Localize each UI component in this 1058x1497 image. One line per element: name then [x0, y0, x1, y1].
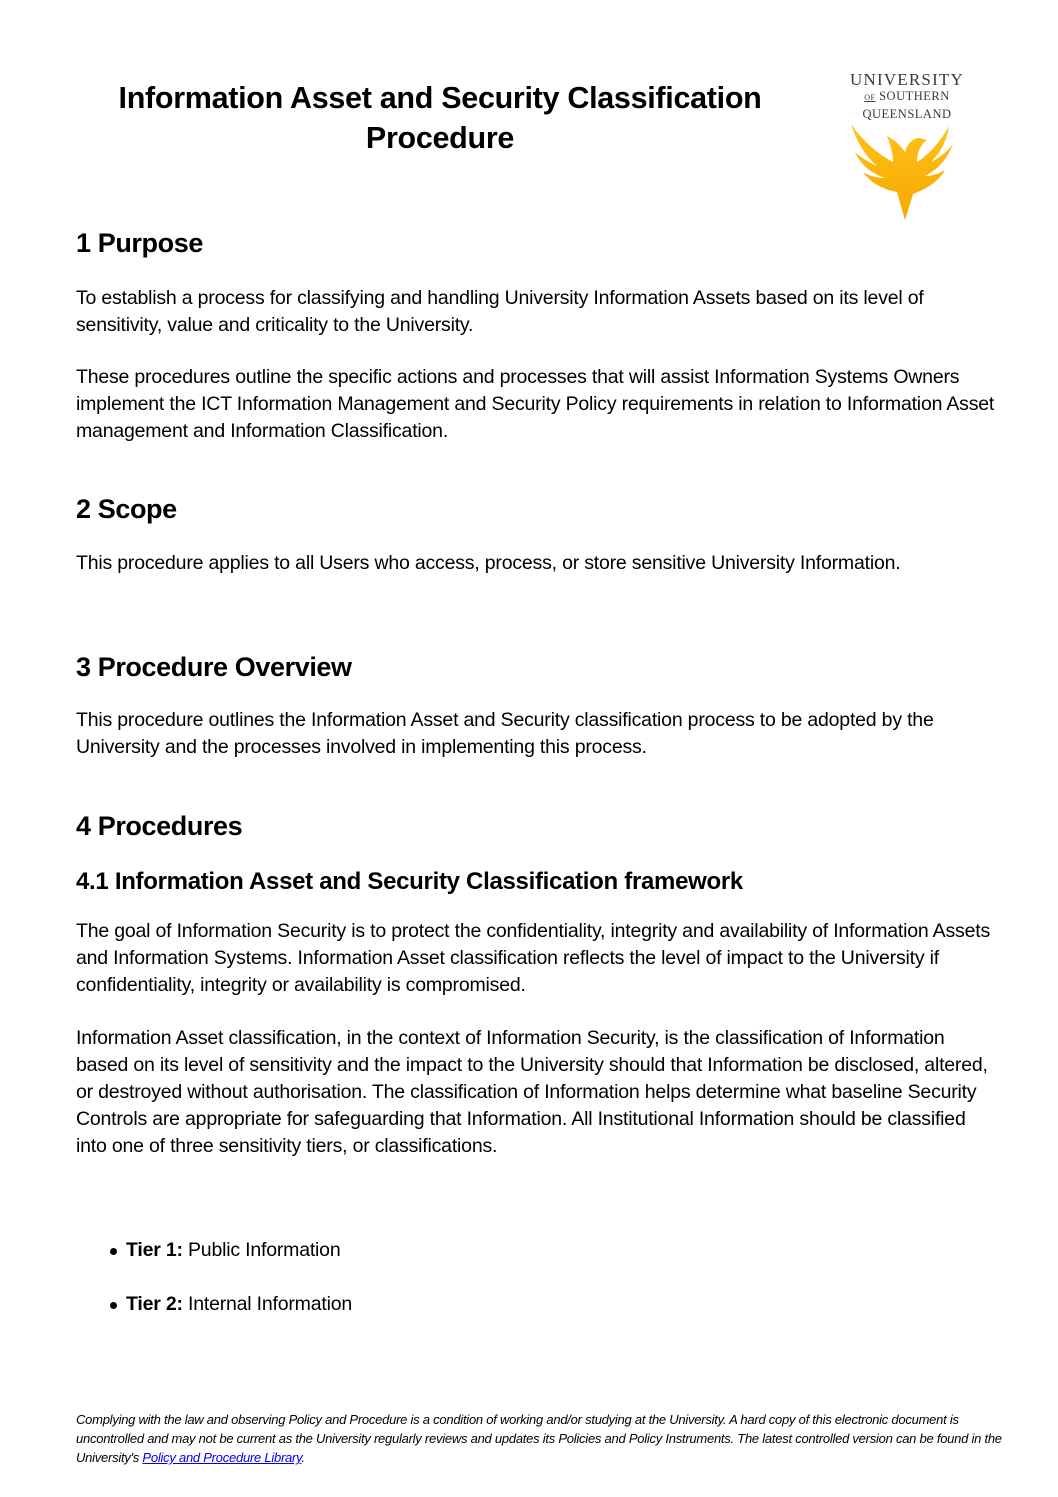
- framework-paragraph-2: Information Asset classification, in the context of Information Security, is the classification of Information based on its level of sensitivity and the impact to the University should that Information be disclosed, altered, or destroyed without authorisation. The classification of Information helps determine what baseline Security Controls are appropriate for safeguarding that Information. All Institutional Information should be classified into one of three sensitivity tiers, or classifications.: [76, 1027, 988, 1157]
- policy-library-link[interactable]: Policy and Procedure Library: [142, 1450, 302, 1465]
- heading-procedures: 4 Procedures: [76, 811, 243, 841]
- heading-procedure-overview: 3 Procedure Overview: [76, 652, 352, 682]
- document-title-line1: Information Asset and Security Classification: [118, 81, 762, 115]
- document-title: [60, 78, 820, 158]
- logo-line1: UNIVERSITY: [850, 70, 964, 89]
- logo-of: OF: [864, 93, 876, 102]
- footer-disclaimer: [76, 1410, 1006, 1467]
- purpose-paragraph-2: These procedures outline the specific actions and processes that will assist Information Systems Owners implement the ICT Information Management and Security Policy requirements in relation to Information Asset management and Information Classification.: [76, 366, 995, 442]
- tier-list-item: [126, 1293, 352, 1316]
- footer-text: Complying with the law and observing Policy and Procedure is a condition of working and/or studying at the University. A hard copy of this electronic document is uncontrolled and may not be current as the University regularly reviews and updates its Policies and Policy Instruments. The latest controlled version can be found in the University's: [76, 1412, 1002, 1465]
- purpose-paragraph-1: To establish a process for classifying and handling University Information Assets based on its level of sensitivity, value and criticality to the University.: [76, 287, 924, 336]
- heading-purpose: 1 Purpose: [76, 228, 203, 258]
- tier-label: Tier 1:: [126, 1239, 183, 1261]
- logo-line2-text: SOUTHERN: [879, 89, 950, 103]
- logo-line2: [842, 88, 972, 106]
- scope-paragraph: This procedure applies to all Users who access, process, or store sensitive University Information.: [76, 552, 901, 574]
- tier-text: Internal Information: [182, 1293, 353, 1315]
- logo-wordmark: [842, 72, 972, 122]
- framework-paragraph-1: The goal of Information Security is to protect the confidentiality, integrity and availability of Information Assets and Information Systems. Information Asset classification reflects the level of impact to the University if confidentiality, integrity or availability is compromised.: [76, 920, 991, 996]
- overview-paragraph: This procedure outlines the Information Asset and Security classification process to be adopted by the University and the processes involved in implementing this process.: [76, 709, 934, 758]
- phoenix-icon: [847, 122, 967, 222]
- tier-label: Tier 2:: [126, 1293, 183, 1315]
- document-title-line2: Procedure: [365, 121, 515, 155]
- tier-list-item: [126, 1239, 340, 1262]
- logo-line3: QUEENSLAND: [862, 107, 952, 121]
- footer-end: .: [301, 1450, 305, 1465]
- tier-text: Public Information: [182, 1239, 341, 1261]
- university-logo: [842, 72, 972, 220]
- heading-classification-framework: 4.1 Information Asset and Security Classification framework: [76, 868, 743, 895]
- heading-scope: 2 Scope: [76, 494, 177, 524]
